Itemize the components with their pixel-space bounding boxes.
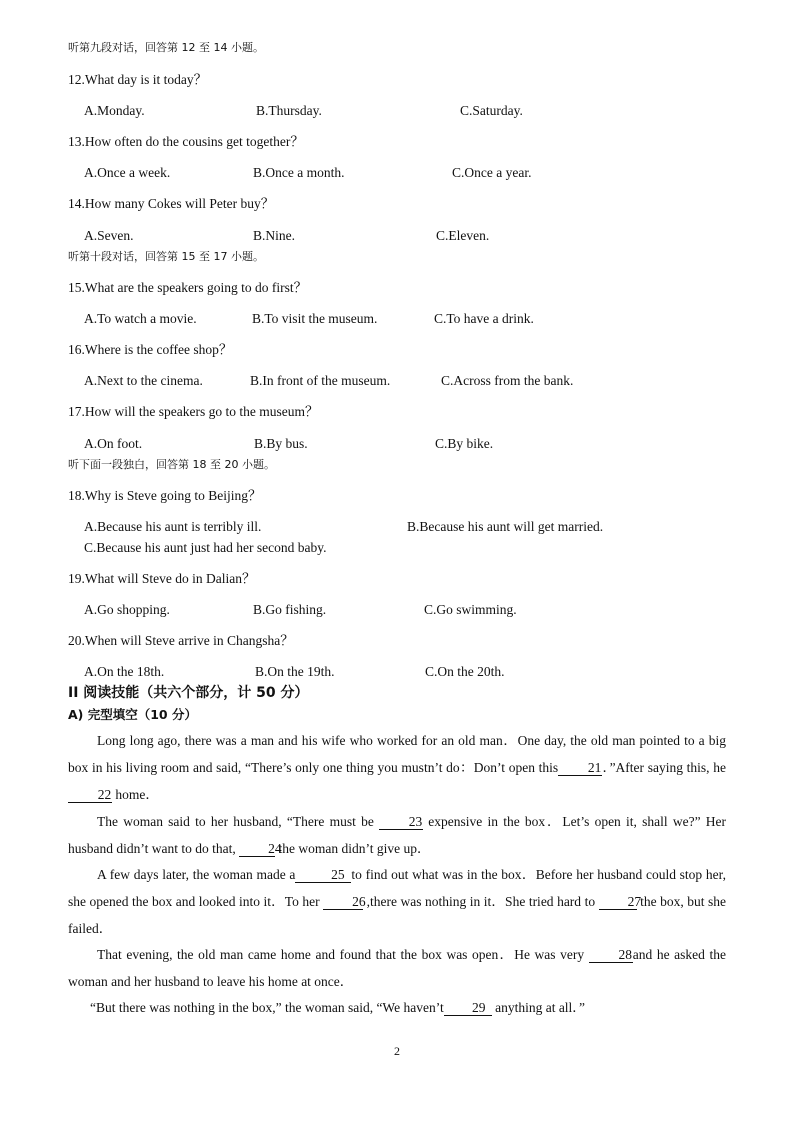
cloze-paragraph-2 bbox=[68, 809, 726, 863]
option-17-a: A.On foot. bbox=[84, 436, 143, 451]
listening-instruction-10: 听第十段对话，回答第 15 至 17 小题。 bbox=[68, 250, 264, 263]
cloze-text: ,there was nothing in it．She tried hard to bbox=[366, 893, 596, 909]
cloze-text: Long long ago, there was a man and his wife who worked for an old man．One day, the old man pointed to a big box in his living room and said, “There’s only one thing you mustn’t do：Don’t open this bbox=[68, 733, 726, 775]
blank-25: 25 bbox=[295, 867, 351, 883]
question-18: 18.Why is Steve going to Beijing？ bbox=[68, 488, 262, 503]
question-17: 17.How will the speakers go to the museum？ bbox=[68, 404, 319, 419]
part-title: A) 完型填空（10 分） bbox=[68, 707, 197, 722]
option-18-b: B.Because his aunt will get married. bbox=[407, 519, 604, 534]
option-17-b: B.By bus. bbox=[254, 436, 308, 451]
option-12-c: C.Saturday. bbox=[460, 103, 523, 118]
blank-24: 24 bbox=[239, 841, 275, 857]
cloze-text: to find out what was in the box．Before her husband could stop her, she opened the box and looked into it．To her bbox=[68, 867, 726, 909]
cloze-text: The woman said to her husband, “There must be bbox=[97, 814, 374, 829]
question-20: 20.When will Steve arrive in Changsha？ bbox=[68, 633, 294, 648]
option-16-b: B.In front of the museum. bbox=[250, 373, 391, 388]
option-14-a: A.Seven. bbox=[84, 228, 134, 243]
blank-29: 29 bbox=[444, 1000, 492, 1016]
question-12: 12.What day is it today？ bbox=[68, 72, 208, 87]
option-16-a: A.Next to the cinema. bbox=[84, 373, 203, 388]
option-18-c: C.Because his aunt just had her second baby. bbox=[84, 540, 327, 555]
option-16-c: C.Across from the bank. bbox=[441, 373, 574, 388]
cloze-text: expensive in the box．Let’s open it, shall we?” Her husband didn’t want to do that, bbox=[68, 814, 727, 856]
question-19: 19.What will Steve do in Dalian？ bbox=[68, 571, 256, 586]
option-12-b: B.Thursday. bbox=[256, 103, 322, 118]
cloze-paragraph-3 bbox=[68, 862, 726, 942]
option-14-c: C.Eleven. bbox=[436, 228, 490, 243]
blank-23: 23 bbox=[379, 814, 423, 830]
listening-instruction-monologue: 听下面一段独白，回答第 18 至 20 小题。 bbox=[68, 458, 275, 471]
option-17-c: C.By bike. bbox=[435, 436, 494, 451]
page-number: 2 bbox=[394, 1044, 400, 1058]
cloze-paragraph-1 bbox=[68, 728, 726, 808]
cloze-text: anything at all．” bbox=[495, 1000, 586, 1015]
cloze-text: That evening, the old man came home and found that the box was open．He was very bbox=[97, 947, 585, 962]
question-13: 13.How often do the cousins get together？ bbox=[68, 134, 304, 149]
option-20-c: C.On the 20th. bbox=[425, 664, 505, 679]
option-20-b: B.On the 19th. bbox=[255, 664, 335, 679]
cloze-text: the box, but she failed． bbox=[68, 893, 727, 936]
option-19-b: B.Go fishing. bbox=[253, 602, 327, 617]
blank-22: 22 bbox=[68, 787, 112, 803]
option-13-b: B.Once a month. bbox=[253, 165, 345, 180]
cloze-text: and he asked the woman and her husband to leave his home at once． bbox=[68, 947, 727, 989]
question-16: 16.Where is the coffee shop？ bbox=[68, 342, 233, 357]
option-15-a: A.To watch a movie. bbox=[84, 311, 197, 326]
listening-instruction-9: 听第九段对话，回答第 12 至 14 小题。 bbox=[68, 41, 264, 54]
blank-26: 26 bbox=[323, 894, 363, 910]
option-19-c: C.Go swimming. bbox=[424, 602, 517, 617]
cloze-text: home． bbox=[115, 786, 159, 802]
option-12-a: A.Monday. bbox=[84, 103, 145, 118]
cloze-text: A few days later, the woman made a bbox=[97, 867, 296, 882]
cloze-paragraph-5 bbox=[68, 995, 726, 1022]
question-14: 14.How many Cokes will Peter buy？ bbox=[68, 196, 275, 211]
option-13-c: C.Once a year. bbox=[452, 165, 532, 180]
question-15: 15.What are the speakers going to do first？ bbox=[68, 280, 308, 295]
cloze-text: ．”After saying this, he bbox=[602, 759, 726, 775]
option-13-a: A.Once a week. bbox=[84, 165, 171, 180]
option-14-b: B.Nine. bbox=[253, 228, 295, 243]
option-15-b: B.To visit the museum. bbox=[252, 311, 378, 326]
option-15-c: C.To have a drink. bbox=[434, 311, 534, 326]
option-20-a: A.On the 18th. bbox=[84, 664, 165, 679]
blank-21: 21 bbox=[558, 760, 602, 776]
blank-28: 28 bbox=[589, 947, 633, 963]
blank-27: 27 bbox=[599, 894, 637, 910]
option-19-a: A.Go shopping. bbox=[84, 602, 170, 617]
cloze-text: the woman didn’t give up． bbox=[278, 840, 431, 856]
section-title: II 阅读技能（共六个部分，计 50 分） bbox=[68, 685, 309, 701]
cloze-text: “But there was nothing in the box,” the woman said, “We haven’t bbox=[90, 1000, 444, 1015]
option-18-a: A.Because his aunt is terribly ill. bbox=[84, 519, 262, 534]
cloze-paragraph-4 bbox=[68, 942, 726, 996]
